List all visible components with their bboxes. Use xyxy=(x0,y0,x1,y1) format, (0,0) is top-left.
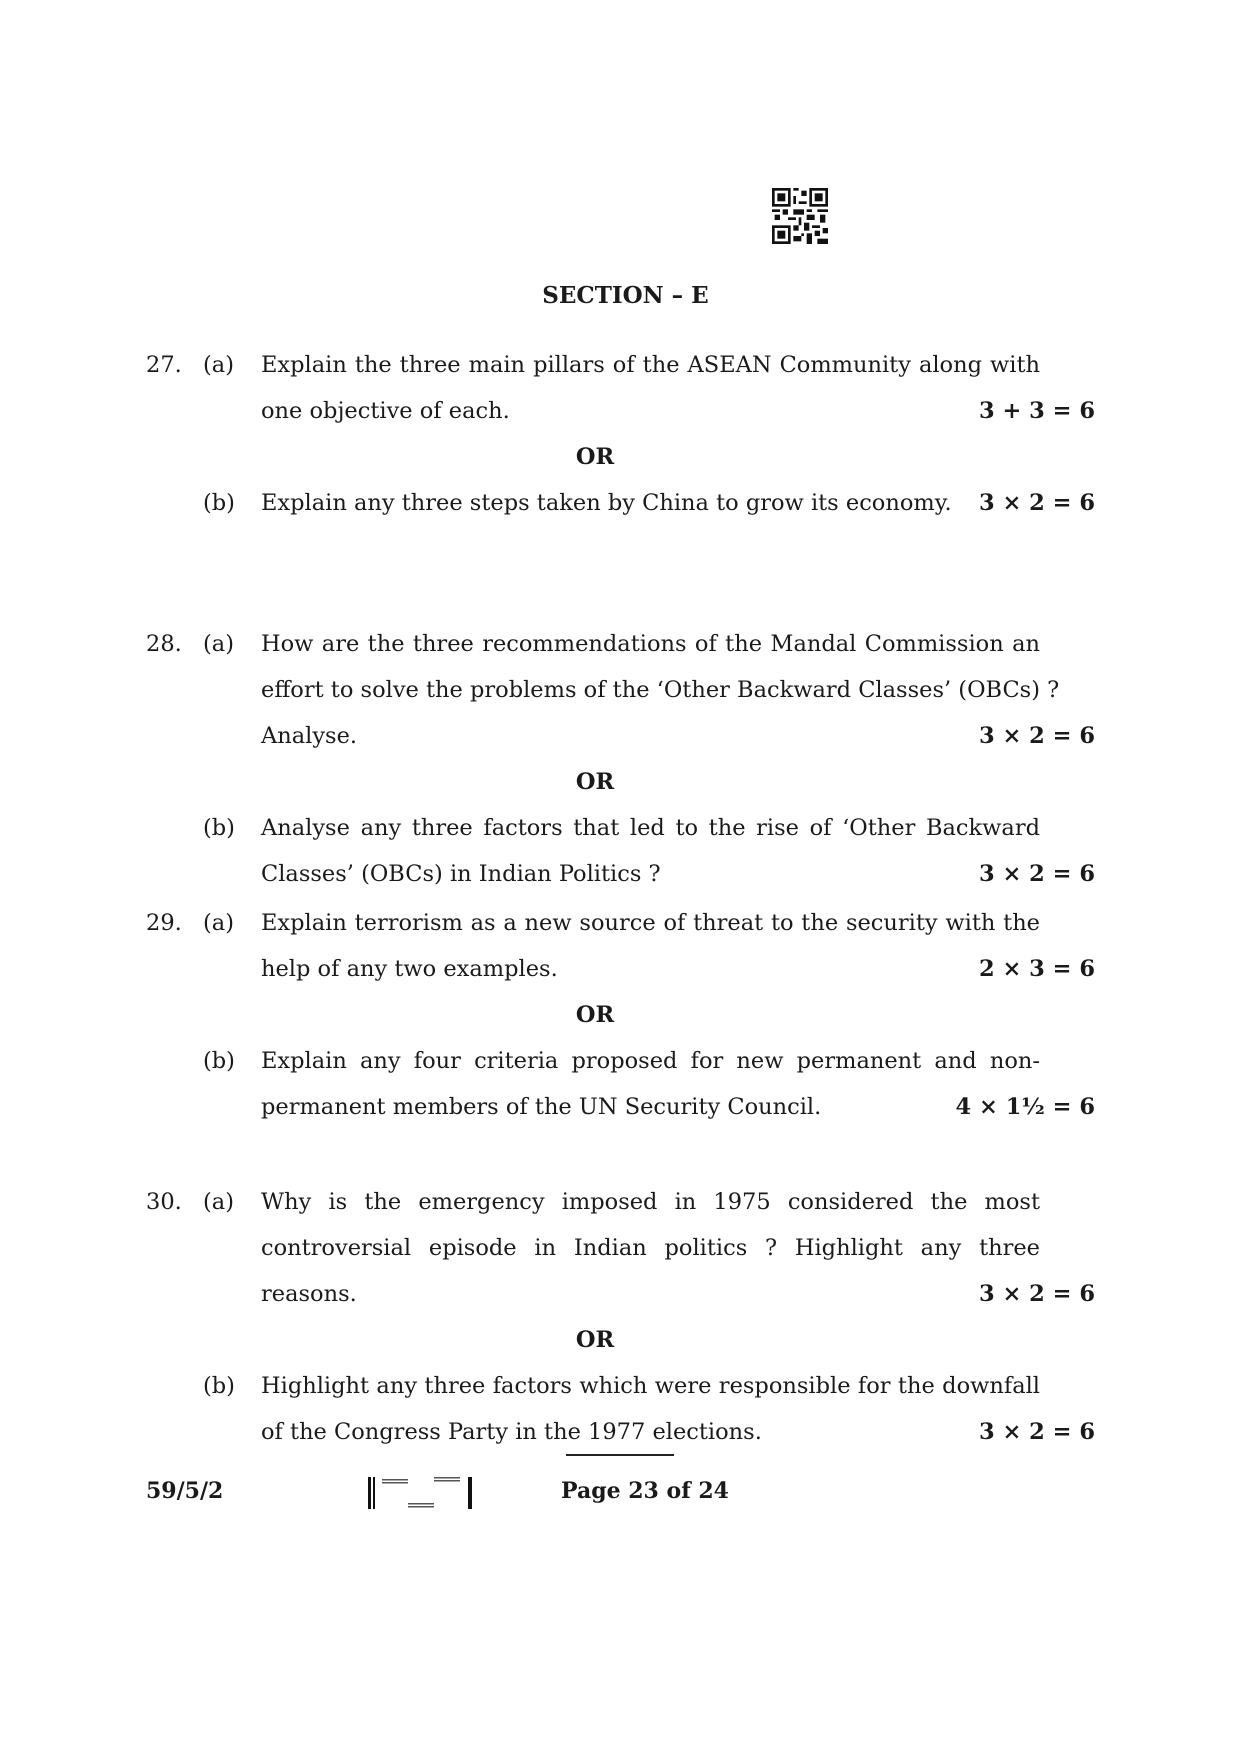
question-text-line: help of any two examples. xyxy=(261,956,558,982)
marks: 4 × 1½ = 6 xyxy=(955,1094,1095,1120)
question-text-line: controversial episode in Indian politics ? Highlight any three xyxy=(261,1235,1040,1261)
question-part-label: (b) xyxy=(203,1373,235,1399)
or-divider: OR xyxy=(575,444,615,470)
paper-code: 59/5/2 xyxy=(146,1478,224,1504)
question-text-line: Explain the three main pillars of the ASEAN Community along with xyxy=(261,352,1040,378)
question-number: 28. xyxy=(146,631,182,657)
qr-code xyxy=(772,188,828,244)
question-text-line: of the Congress Party in the 1977 elections. xyxy=(261,1419,762,1445)
question-part-label: (b) xyxy=(203,815,235,841)
question-text-line: Highlight any three factors which were responsible for the downfall xyxy=(261,1373,1040,1399)
question-part-label: (b) xyxy=(203,1048,235,1074)
marks: 3 × 2 = 6 xyxy=(978,1419,1095,1445)
question-text-line: Analyse any three factors that led to the rise of ‘Other Backward xyxy=(261,815,1040,841)
question-text-line: Why is the emergency imposed in 1975 considered the most xyxy=(261,1189,1040,1215)
question-part-label: (a) xyxy=(203,910,234,936)
marks: 3 × 2 = 6 xyxy=(978,1281,1095,1307)
marks: 3 + 3 = 6 xyxy=(978,398,1095,424)
section-title: SECTION – E xyxy=(542,282,709,309)
question-part-label: (b) xyxy=(203,490,235,516)
or-divider: OR xyxy=(575,1002,615,1028)
barcode xyxy=(368,1473,476,1513)
question-text-line: Explain any four criteria proposed for new permanent and non- xyxy=(261,1048,1040,1074)
or-divider: OR xyxy=(575,1327,615,1353)
question-text-line: one objective of each. xyxy=(261,398,510,424)
question-text-line: permanent members of the UN Security Council. xyxy=(261,1094,822,1120)
marks: 3 × 2 = 6 xyxy=(978,861,1095,887)
question-part-label: (a) xyxy=(203,631,234,657)
question-part-label: (a) xyxy=(203,352,234,378)
page-number: Page 23 of 24 xyxy=(561,1478,729,1504)
end-rule xyxy=(566,1454,674,1456)
question-text-line: Classes’ (OBCs) in Indian Politics ? xyxy=(261,861,661,887)
question-number: 30. xyxy=(146,1189,182,1215)
question-text-line: effort to solve the problems of the ‘Other Backward Classes’ (OBCs) ? xyxy=(261,677,1060,703)
question-part-label: (a) xyxy=(203,1189,234,1215)
question-text-line: Analyse. xyxy=(261,723,358,749)
question-text-line: reasons. xyxy=(261,1281,357,1307)
or-divider: OR xyxy=(575,769,615,795)
question-number: 27. xyxy=(146,352,182,378)
question-text-line: How are the three recommendations of the Mandal Commission an xyxy=(261,631,1040,657)
question-text-line: Explain terrorism as a new source of threat to the security with the xyxy=(261,910,1040,936)
question-number: 29. xyxy=(146,910,182,936)
marks: 3 × 2 = 6 xyxy=(978,723,1095,749)
marks: 2 × 3 = 6 xyxy=(978,956,1095,982)
question-text-line: Explain any three steps taken by China to grow its economy. xyxy=(261,490,952,516)
marks: 3 × 2 = 6 xyxy=(978,490,1095,516)
